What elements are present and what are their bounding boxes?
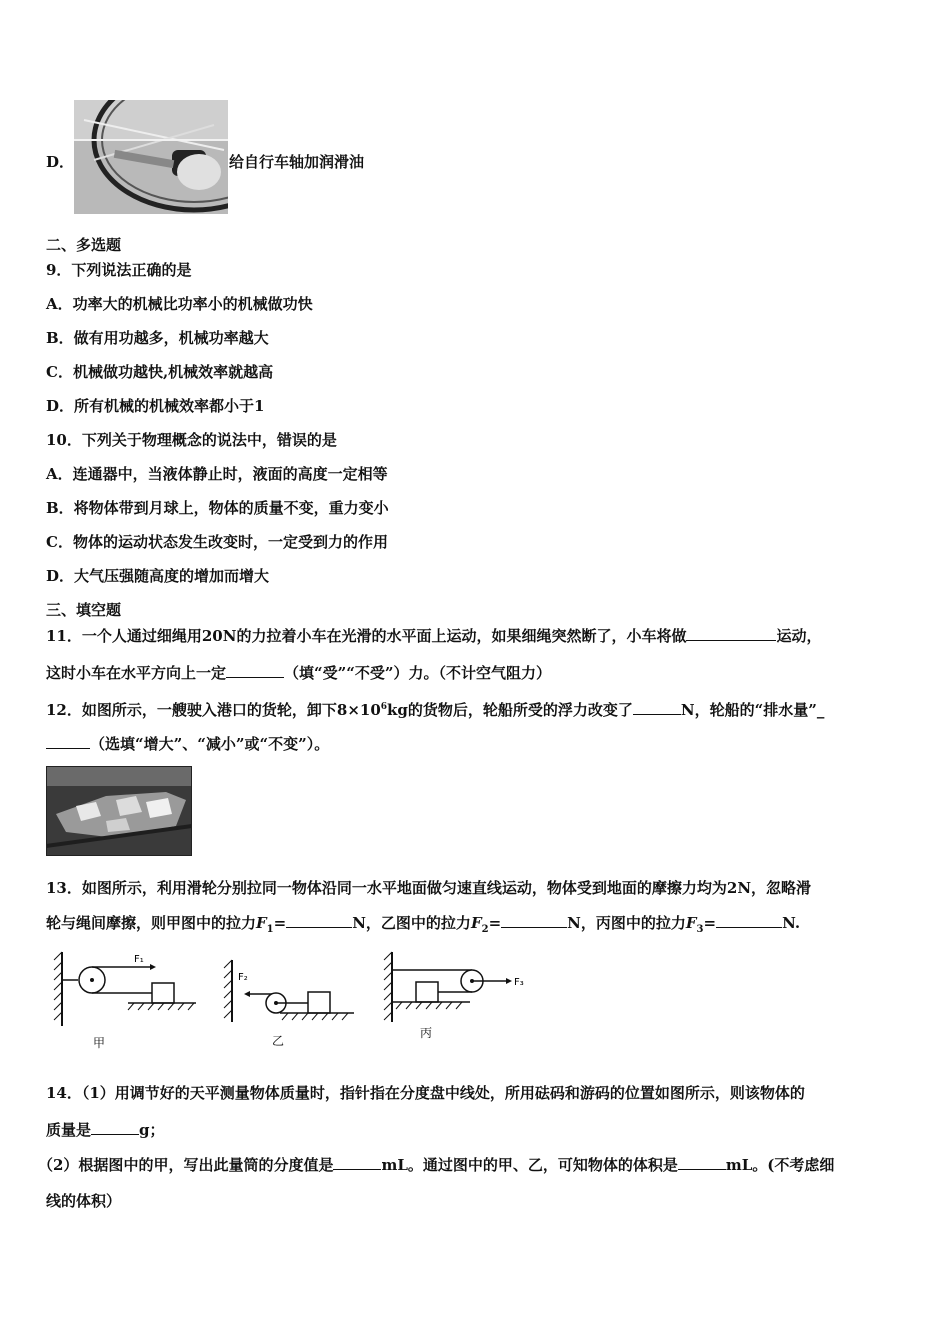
caption-bing: 丙 [420,1026,433,1040]
q12-exponent: 6 [380,702,388,712]
q14-text-c: （2）根据图中的甲，写出此量筒的分度值是 [38,1156,334,1174]
q14-blank-mass [91,1120,139,1135]
q13-f1-symbol: F [256,914,267,932]
q12-blank-displacement [46,734,90,749]
q11-text-b: 运动， [776,627,822,645]
q8-option-d-text: 给自行车轴加润滑油 [229,153,365,171]
q13-f2-symbol: F [470,914,482,932]
q11-blank-motion [686,626,776,641]
q14-text-a: 质量是 [46,1121,92,1139]
q13-f1-sub: 1 [266,924,274,935]
q13-line-1: 13．如图所示，利用滑轮分别拉同一物体沿同一水平地面做匀速直线运动，物体受到地面的摩擦力均为2N，忽略滑 [46,879,812,897]
pulley-diagram-jia [50,948,200,1030]
q10-option-d: D．大气压强随高度的增加而增大 [46,567,270,585]
q11-line-1 [46,626,821,646]
q12-text-c: N，轮船的“排水量”_ [680,701,825,719]
q11-text-d: （填“受”“不受”）力。（不计空气阻力） [284,664,552,682]
q14-text-b: g； [139,1121,165,1139]
q10-option-a: A．连通器中，当液体静止时，液面的高度一定相等 [46,465,388,483]
bicycle-lubrication-photo [74,100,228,214]
q14-line-4: 线的体积） [46,1192,122,1210]
q12-line-1 [46,697,824,720]
q13-text-c: N，丙图中的拉力 [567,914,686,932]
q11-line-2 [46,663,551,683]
q14-text-e: mL。(不考虑细 [725,1156,835,1174]
q11-text-c: 这时小车在水平方向上一定 [46,664,227,682]
q9-option-d: D．所有机械的机械效率都小于1 [46,397,265,415]
q13-f3-symbol: F [685,914,697,932]
caption-yi: 乙 [272,1034,285,1048]
q10-stem: 10．下列关于物理概念的说法中，错误的是 [46,431,337,449]
q12-text-a: 12．如图所示，一艘驶入港口的货轮，卸下8×10 [46,701,381,719]
q13-eq-1: = [273,914,287,932]
label-f3: F₃ [514,977,524,988]
q9-stem: 9．下列说法正确的是 [46,261,192,279]
q13-f3-sub: 3 [696,924,704,935]
cargo-ship-photo [46,766,192,856]
pulley-diagram-yi [220,956,360,1028]
q9-option-b: B．做有用功越多，机械功率越大 [46,329,269,347]
q9-option-c: C．机械做功越快,机械效率就越高 [46,363,274,381]
q13-text-a: 轮与绳间摩擦，则甲图中的拉力 [46,914,257,932]
q11-blank-force [226,663,284,678]
section-title-multiple-choice: 二、多选题 [46,236,122,254]
q13-line-2 [46,913,800,940]
q12-blank-buoyancy [633,700,681,715]
q13-f2-sub: 2 [481,924,489,935]
q14-line-1: 14．（1）用调节好的天平测量物体质量时，指针指在分度盘中线处，所用砝码和游码的位置如图所示，则该物体的 [46,1084,805,1102]
q10-option-b: B．将物体带到月球上，物体的质量不变，重力变小 [46,499,389,517]
pulley-diagram-bing [380,948,532,1026]
q14-text-d: mL。通过图中的甲、乙，可知物体的体积是 [381,1156,678,1174]
caption-jia: 甲 [93,1036,106,1050]
label-f1: F₁ [134,954,144,965]
q13-text-b: N，乙图中的拉力 [352,914,471,932]
q13-eq-2: = [488,914,502,932]
section-title-fill-blank: 三、填空题 [46,601,122,619]
q13-eq-3: = [703,914,717,932]
label-f2: F₂ [238,972,248,983]
q13-text-d: N. [782,914,801,932]
q13-blank-f1 [286,913,352,928]
q10-option-c: C．物体的运动状态发生改变时，一定受到力的作用 [46,533,388,551]
q13-blank-f2 [501,913,567,928]
q12-text-b: kg的货物后，轮船所受的浮力改变了 [387,701,633,719]
q14-line-3 [38,1155,834,1175]
q9-option-a: A．功率大的机械比功率小的机械做功快 [46,295,313,313]
q13-blank-f3 [716,913,782,928]
q12-line-2 [46,734,329,754]
q14-line-2 [46,1120,165,1140]
q8-option-d-label: D． [46,153,75,171]
q11-text-a: 11．一个人通过细绳用20N的力拉着小车在光滑的水平面上运动，如果细绳突然断了，小车将做 [46,627,687,645]
q14-blank-volume [678,1155,726,1170]
q14-blank-division [333,1155,381,1170]
q12-text-d: （选填“增大”、“减小”或“不变”）。 [90,735,330,753]
